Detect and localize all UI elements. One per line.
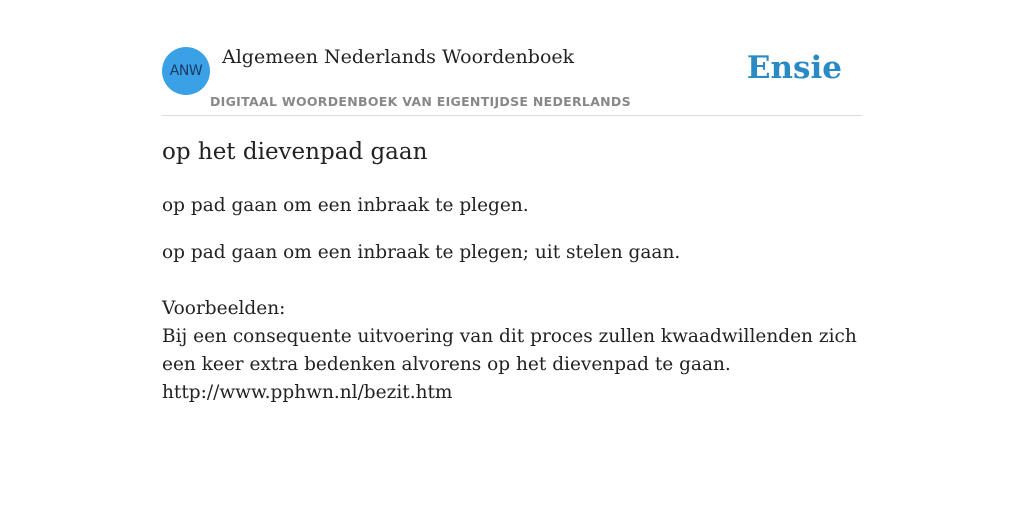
examples-section — [162, 295, 862, 407]
header — [162, 0, 862, 116]
entry-title: op het dievenpad gaan — [162, 139, 428, 165]
definition-long: op pad gaan om een inbraak te plegen; uit stelen gaan. — [162, 242, 681, 263]
examples-label: Voorbeelden: — [162, 298, 286, 319]
site-title[interactable]: Algemeen Nederlands Woordenboek — [222, 46, 575, 68]
definition-short: op pad gaan om een inbraak te plegen. — [162, 195, 529, 216]
example-source-link[interactable]: http://www.pphwn.nl/bezit.htm — [162, 382, 453, 403]
page-container — [162, 0, 862, 403]
example-text: Bij een consequente uitvoering van dit proces zullen kwaadwillenden zich een keer extra bedenken alvorens op het dievenpad te gaan. — [162, 326, 857, 375]
ensie-brand-logo[interactable]: Ensie — [746, 50, 842, 86]
anw-logo[interactable] — [162, 47, 210, 95]
site-subtitle: DIGITAAL WOORDENBOEK VAN EIGENTIJDSE NEDERLANDS — [210, 94, 631, 109]
logo-text: ANW — [169, 63, 203, 79]
